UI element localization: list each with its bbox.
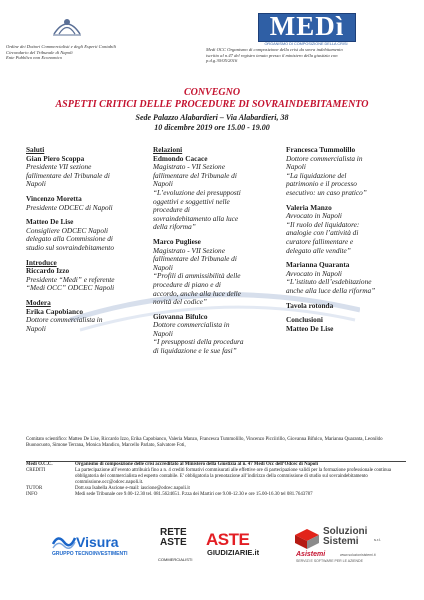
odcec-caption: [6, 44, 181, 61]
talk-title: delegato alle vendite”: [286, 245, 351, 255]
info-table: [26, 461, 406, 498]
visura-subtitle: GRUPPO TECNOINVESTIMENTI: [52, 551, 128, 557]
talk-title: novità del codice”: [153, 297, 207, 307]
speaker-role: Napoli: [153, 262, 173, 272]
talk-title: accordo, anche alla luce delle: [153, 288, 241, 298]
rete-aste-subtitle: COMMERCIALISTI: [158, 557, 193, 562]
talk-title: esecutivo: un caso pratico”: [286, 187, 367, 197]
speaker-role: Presidente ODCEC di Napoli: [26, 202, 113, 212]
talk-title: curatore fallimentare e: [286, 236, 354, 246]
speaker-role: Dottore commercialista in: [153, 320, 230, 330]
soluzioni-cube-icon: [294, 528, 320, 550]
section-relazioni: Relazioni: [153, 145, 183, 154]
info-key: INFO: [26, 492, 38, 497]
info-value: La partecipazione all’evento attribuirà fino a n. 4 crediti formativi commisurati alle effettive ore di partecipazione validi per la formazione professionale continua obbligatoria del commercialista ed esperto contabile. E’ obbligatoria la prenotazione all’indirizzo della commissione di studio sul sovraindebitamento commissione.occ@odcec.napoli.it.: [75, 468, 392, 485]
talk-title: anche alla luce della riforma”: [286, 285, 376, 295]
speaker-name: Marco Pugliese: [153, 236, 201, 246]
event-date: 10 dicembre 2019 ore 15.00 - 19.00: [154, 123, 270, 132]
section-modera: Modera: [26, 297, 51, 307]
speaker-role: Dottore commercialista in: [286, 153, 363, 163]
talk-title: “I presupposti della procedura: [153, 337, 244, 347]
speaker-role: Napoli: [153, 328, 173, 338]
speaker-role: Dottore commercialista in: [26, 315, 103, 325]
program-column-1: [26, 146, 161, 333]
info-row: [26, 468, 406, 486]
talk-title: analogie con l’attività di: [286, 228, 359, 238]
speaker-role: Avvocato in Napoli: [286, 268, 342, 278]
speaker-role: Napoli: [26, 179, 46, 189]
info-value: Medi sede Tribunale ore 9.00-12.30 tel. 081.5624651. P.zza dei Martiri ore 9.00-12.30 e ore 15.00-16.30 tel 081.7643787: [75, 492, 313, 497]
aste-giudiziarie-subtitle: GIUDIZIARIE.it: [207, 548, 260, 557]
event-title: ASPETTI CRITICI DELLE PROCEDURE DI SOVRAINDEBITAMENTO: [55, 99, 369, 110]
speaker-role: fallimentare del Tribunale di: [153, 254, 237, 264]
asistemi-subtitle: SERVIZI E SOFTWARE PER LE AZIENDE: [296, 559, 363, 563]
sistemi-word: Sistemi: [323, 536, 359, 547]
speaker-name: Matteo De Lise: [286, 323, 334, 333]
rete-aste-logo: RETE ASTE: [160, 527, 187, 548]
speaker-role: Presidente “Medi” e referente: [26, 274, 115, 284]
visura-logo: Visura: [76, 534, 119, 550]
talk-title: “La liquidazione del: [286, 170, 347, 180]
speaker-name: Erika Capobianco: [26, 306, 83, 316]
visura-wave-icon: [52, 532, 76, 550]
speaker-role: Consigliere ODCEC Napoli: [26, 225, 109, 235]
program-column-2: [153, 146, 293, 356]
speaker-role: “Medi OCC” ODCEC Napoli: [26, 283, 115, 293]
speaker-role: Magistrato - VII Sezione: [153, 245, 225, 255]
speaker-name: Edmondo Cacace: [153, 153, 208, 163]
info-key: TUTOR: [26, 486, 43, 491]
asistemi-logo: Asistemi: [296, 551, 326, 558]
talk-title: procedure di piano e di: [153, 279, 221, 289]
info-value: Dott.ssa Isabella Ascione e-mail: iascione@odcec.napoli.it: [75, 486, 190, 491]
soluzioni-srl: s.r.l.: [374, 537, 382, 542]
speaker-role: fallimentare del Tribunale di: [153, 170, 237, 180]
medi-logo-text: MEDì: [269, 11, 345, 41]
soluzioni-sistemi-logo: [323, 527, 367, 547]
talk-title: procedure di: [153, 205, 190, 215]
info-key: CREDITI: [26, 468, 46, 473]
speaker-role: Magistrato - VII Sezione: [153, 162, 225, 172]
speaker-role: Avvocato in Napoli: [286, 211, 342, 221]
section-introduce: Introduce: [26, 257, 57, 267]
speaker-role: Presidente VII sezione: [26, 162, 92, 172]
caption-line: iscritto al n.47 del registro tenuto presso il ministero della giustizia con: [206, 52, 338, 58]
speaker-name: Riccardo Izzo: [26, 266, 70, 276]
caption-line: Ordine dei Dottori Commercialisti e degli Esperti Contabili: [6, 44, 117, 49]
speaker-role: Napoli: [26, 323, 46, 333]
speaker-role: studio sul sovraindebitamento: [26, 242, 114, 252]
talk-title: “Profili di ammissibilità delle: [153, 271, 241, 281]
crest-icon: [50, 12, 84, 38]
speaker-name: Matteo De Lise: [26, 217, 74, 227]
talk-title: “Il ruolo del liquidatore:: [286, 219, 360, 229]
caption-line: p.d.g.30/05/2016: [206, 58, 238, 64]
caption-line: Circondario del Tribunale di Napoli: [6, 49, 73, 55]
speaker-role: fallimentare del Tribunale di: [26, 170, 110, 180]
talk-title: sovraindebitamento alla luce: [153, 213, 239, 223]
speaker-name: Gian Piero Scoppa: [26, 153, 85, 163]
info-value: Organismo di composizione delle crisi accreditato al Ministero della Giustizia al n. 47 Medi Occ dell’Odcec di Napoli: [75, 462, 318, 467]
program-column-3: [286, 146, 416, 333]
aste-giudiziarie-logo: ASTE: [206, 530, 250, 549]
info-row: [26, 492, 406, 498]
soluzioni-word: Soluzioni: [323, 526, 368, 537]
medi-caption: [206, 47, 416, 64]
caption-line: Medi OCC Organismo di composizione della crisi da sovra indebitamento: [206, 47, 343, 52]
talk-title: patrimonio e il processo: [286, 179, 357, 189]
info-key: Medi O.C.C.: [26, 462, 53, 467]
event-type: CONVEGNO: [183, 87, 241, 98]
speaker-name: Valeria Manzo: [286, 202, 332, 212]
conclusions-label: Conclusioni: [286, 315, 323, 325]
talk-title: oggettivi e soggettivi nelle: [153, 196, 230, 206]
speaker-name: Vincenzo Moretta: [26, 193, 82, 203]
section-saluti: Saluti: [26, 145, 45, 154]
medi-logo: [258, 13, 356, 42]
talk-title: “L’evoluzione dei presupposti: [153, 187, 241, 197]
speaker-role: Napoli: [286, 162, 306, 172]
speaker-name: Marianna Quaranta: [286, 260, 350, 270]
odcec-logo: [14, 12, 124, 40]
talk-title: della riforma”: [153, 222, 196, 232]
medi-subtitle: ORGANISMO DI COMPOSIZIONE DELLA CRISI: [264, 42, 348, 46]
round-table-label: Tavola rotonda: [286, 300, 334, 310]
speaker-name: Francesca Tummolillo: [286, 145, 356, 154]
asistemi-url[interactable]: www.soluzionisistemi.it: [340, 553, 376, 557]
talk-title: “L’istituto dell’esdebitazione: [286, 277, 372, 287]
scientific-committee: Comitato scientifico: Matteo De Lise, Riccardo Izzo, Erika Capobianco, Valeria Manzo, Francesca Tummolillo, Vincenzo Picciirillo, Giovanna Bifulco, Marianna Quaranta, Leonildo Buonocuoto, Simone Terrana, Monica Mandico, Marcello Parlato, Salvatore Foti,: [26, 437, 383, 448]
talk-title: di liquidazione e le sue fasi”: [153, 346, 237, 356]
event-venue: Sede Palazzo Alabardieri – Via Alabardieri, 38: [135, 113, 289, 122]
speaker-role: delegato alla Commissione di: [26, 234, 113, 244]
caption-line: Ente Pubblico non Economico: [6, 55, 63, 61]
speaker-role: Napoli: [153, 179, 173, 189]
speaker-name: Giovanna Bifulco: [153, 311, 208, 321]
